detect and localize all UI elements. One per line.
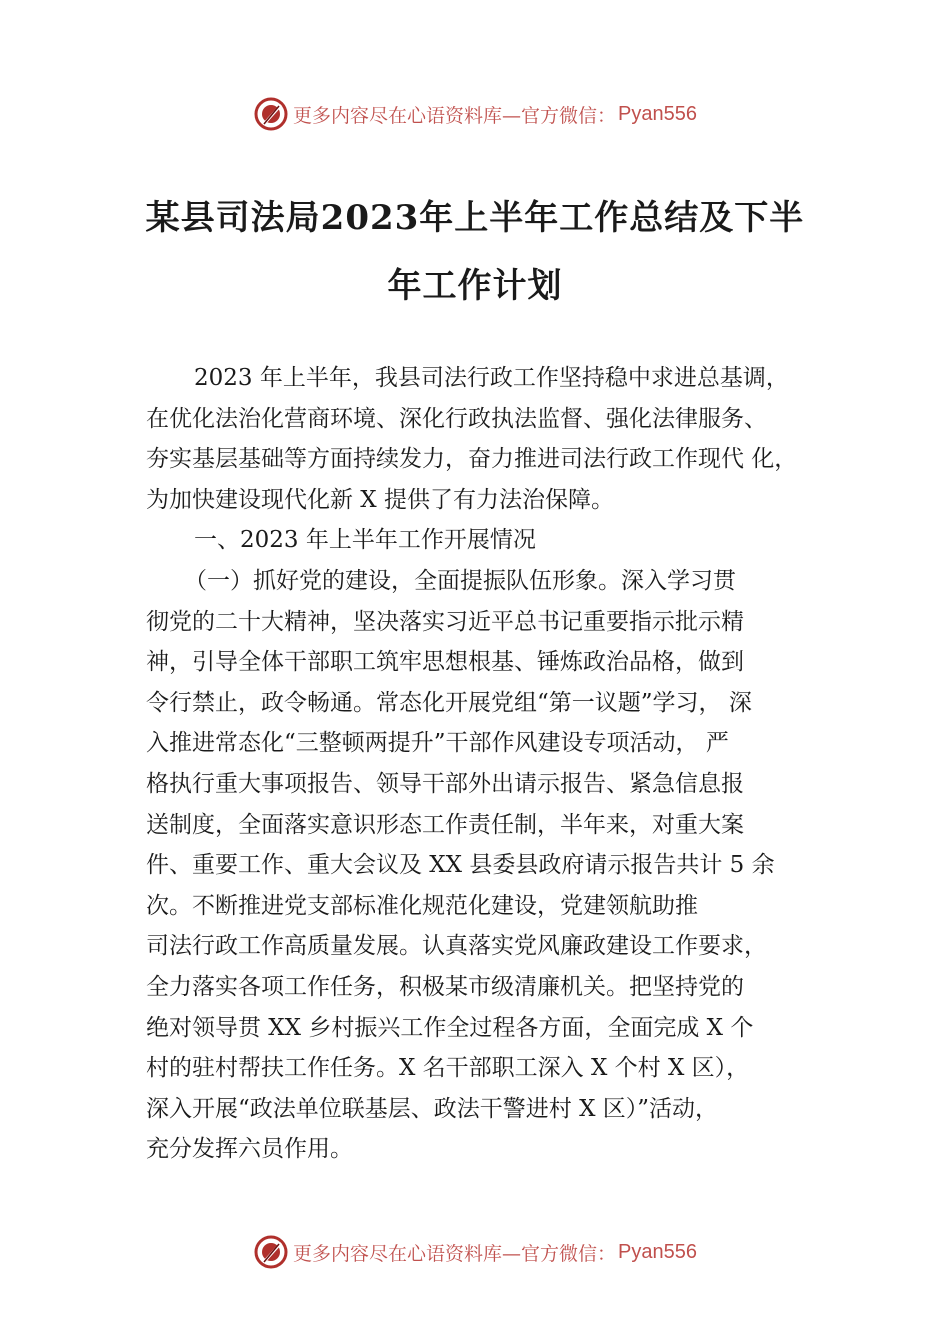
body-line: （一）抓好党的建设，全面提振队伍形象。深入学习贯 bbox=[184, 567, 736, 594]
title-line-1: 某县司法局2023年上半年工作总结及下半 bbox=[145, 198, 805, 238]
body-line: 夯实基层基础等方面持续发力，奋力推进司法行政工作现代 化， bbox=[146, 446, 798, 473]
body-line: 送制度，全面落实意识形态工作责任制，半年来，对重大案 bbox=[146, 811, 744, 838]
title-line-2: 年工作计划 bbox=[387, 266, 563, 306]
body-line: 格执行重大事项报告、领导干部外出请示报告、紧急信息报 bbox=[146, 770, 744, 797]
banner-text: 更多内容尽在心语资料库—官方微信： bbox=[293, 1242, 617, 1265]
wechat-id: Pyan556 bbox=[618, 1240, 697, 1263]
document-title bbox=[120, 184, 830, 320]
body-line: 深入开展“政法单位联基层、政法干警进村 X 区）”活动， bbox=[146, 1095, 719, 1122]
body-line: 2023 年上半年，我县司法行政工作坚持稳中求进总基调， bbox=[194, 365, 789, 391]
banner-text: 更多内容尽在心语资料库—官方微信： bbox=[293, 104, 617, 127]
body-line: 神，引导全体干部职工筑牢思想根基、锤炼政治品格，做到 bbox=[146, 649, 744, 676]
body-line: 令行禁止，政令畅通。常态化开展党组“第一议题”学习， 深 bbox=[146, 689, 752, 716]
body-line: 绝对领导贯 XX 乡村振兴工作全过程各方面，全面完成 X 个 bbox=[146, 1014, 754, 1041]
wechat-id: Pyan556 bbox=[618, 102, 697, 125]
section-heading: 一、2023 年上半年工作开展情况 bbox=[194, 527, 536, 554]
quill-seal-icon bbox=[253, 96, 289, 132]
body-line: 在优化法治化营商环境、深化行政执法监督、强化法律服务、 bbox=[146, 405, 767, 432]
footer-banner bbox=[0, 1232, 950, 1272]
body-line: 入推进常态化“三整顿两提升”干部作风建设专项活动， 严 bbox=[146, 730, 729, 757]
body-line: 件、重要工作、重大会议及 XX 县委县政府请示报告共计 5 余 bbox=[146, 852, 775, 879]
body-line: 充分发挥六员作用。 bbox=[146, 1136, 353, 1163]
body-line: 司法行政工作高质量发展。认真落实党风廉政建设工作要求， bbox=[146, 933, 767, 960]
header-banner bbox=[0, 94, 950, 134]
document-body bbox=[146, 358, 836, 1170]
body-line: 次。不断推进党支部标准化规范化建设，党建领航助推 bbox=[146, 892, 698, 919]
body-line: 为加快建设现代化新 X 提供了有力法治保障。 bbox=[146, 486, 614, 513]
body-line: 彻党的二十大精神，坚决落实习近平总书记重要指示批示精 bbox=[146, 608, 744, 635]
body-line: 村的驻村帮扶工作任务。X 名干部职工深入 X 个村 X 区）， bbox=[146, 1055, 750, 1082]
quill-seal-icon bbox=[253, 1234, 289, 1270]
body-line: 全力落实各项工作任务，积极某市级清廉机关。把坚持党的 bbox=[146, 973, 744, 1000]
